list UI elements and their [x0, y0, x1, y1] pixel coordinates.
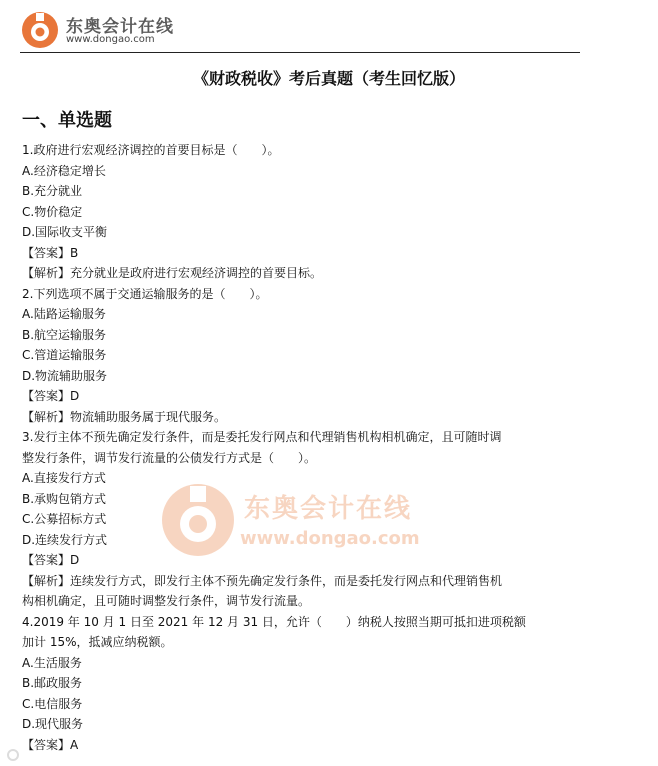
text-line: D.物流辅助服务 [22, 368, 108, 383]
text-line: B.充分就业 [22, 184, 83, 198]
text-line: D.现代服务 [22, 717, 84, 731]
text-line: A.生活服务 [22, 655, 82, 670]
text-line: 4.2019 年 10 月 1 日至 2021 年 12 月 31 日，允许（ ）纳税人按照当期可抵扣进项税额 [22, 614, 526, 629]
text-line: C.电信服务 [22, 696, 83, 711]
text-line: 1.政府进行宏观经济调控的首要目标是（ ）。 [22, 143, 280, 157]
text-line: B.航空运输服务 [22, 327, 107, 342]
logo-url: www.dongao.com [66, 34, 155, 45]
dongao-logo-icon [20, 10, 60, 50]
text-line: 加计 15%，抵减应纳税额。 [22, 635, 173, 649]
text-line: B.承购包销方式 [22, 491, 107, 506]
watermark-url: www.dongao.com [240, 528, 420, 549]
text-line: A.陆路运输服务 [22, 307, 106, 321]
text-line: 2.下列选项不属于交通运输服务的是（ ）。 [22, 286, 268, 301]
watermark-text: 东奥会计在线 [244, 494, 413, 524]
text-line: 【答案】A [22, 737, 79, 752]
page-header [20, 10, 580, 56]
watermark [158, 480, 448, 570]
text-line: D.国际收支平衡 [22, 225, 108, 239]
header-divider [20, 52, 580, 53]
text-line: 构相机确定，且可随时调整发行条件，调节发行流量。 [22, 594, 311, 608]
text-line: 【答案】B [22, 245, 79, 260]
text-line: A.经济稳定增长 [22, 163, 106, 178]
section-heading: 一、单选题 [22, 110, 112, 131]
logo-text: 东奥会计在线 [66, 17, 174, 37]
watermark-logo-icon [158, 480, 238, 560]
text-line: 【解析】充分就业是政府进行宏观经济调控的首要目标。 [22, 266, 323, 280]
text-line: D.连续发行方式 [22, 532, 108, 547]
text-line: A.直接发行方式 [22, 471, 106, 485]
text-line: 【答案】D [22, 389, 80, 403]
text-line: 3.发行主体不预先确定发行条件，而是委托发行网点和代理销售机构相机确定，且可随时调 [22, 430, 502, 444]
text-line: 【解析】连续发行方式，即发行主体不预先确定发行条件，而是委托发行网点和代理销售机 [22, 573, 503, 588]
text-line: B.邮政服务 [22, 676, 83, 690]
page-corner-icon [6, 748, 20, 762]
text-line: 【解析】物流辅助服务属于现代服务。 [22, 409, 227, 424]
document-title: 《财政税收》考后真题（考生回忆版） [192, 69, 465, 88]
text-line: C.物价稳定 [22, 204, 83, 219]
question-list [22, 140, 594, 755]
text-line: 整发行条件，调节发行流量的公债发行方式是（ ）。 [22, 450, 317, 465]
text-line: 【答案】D [22, 553, 80, 567]
text-line: C.管道运输服务 [22, 348, 107, 362]
text-line: C.公募招标方式 [22, 512, 107, 526]
